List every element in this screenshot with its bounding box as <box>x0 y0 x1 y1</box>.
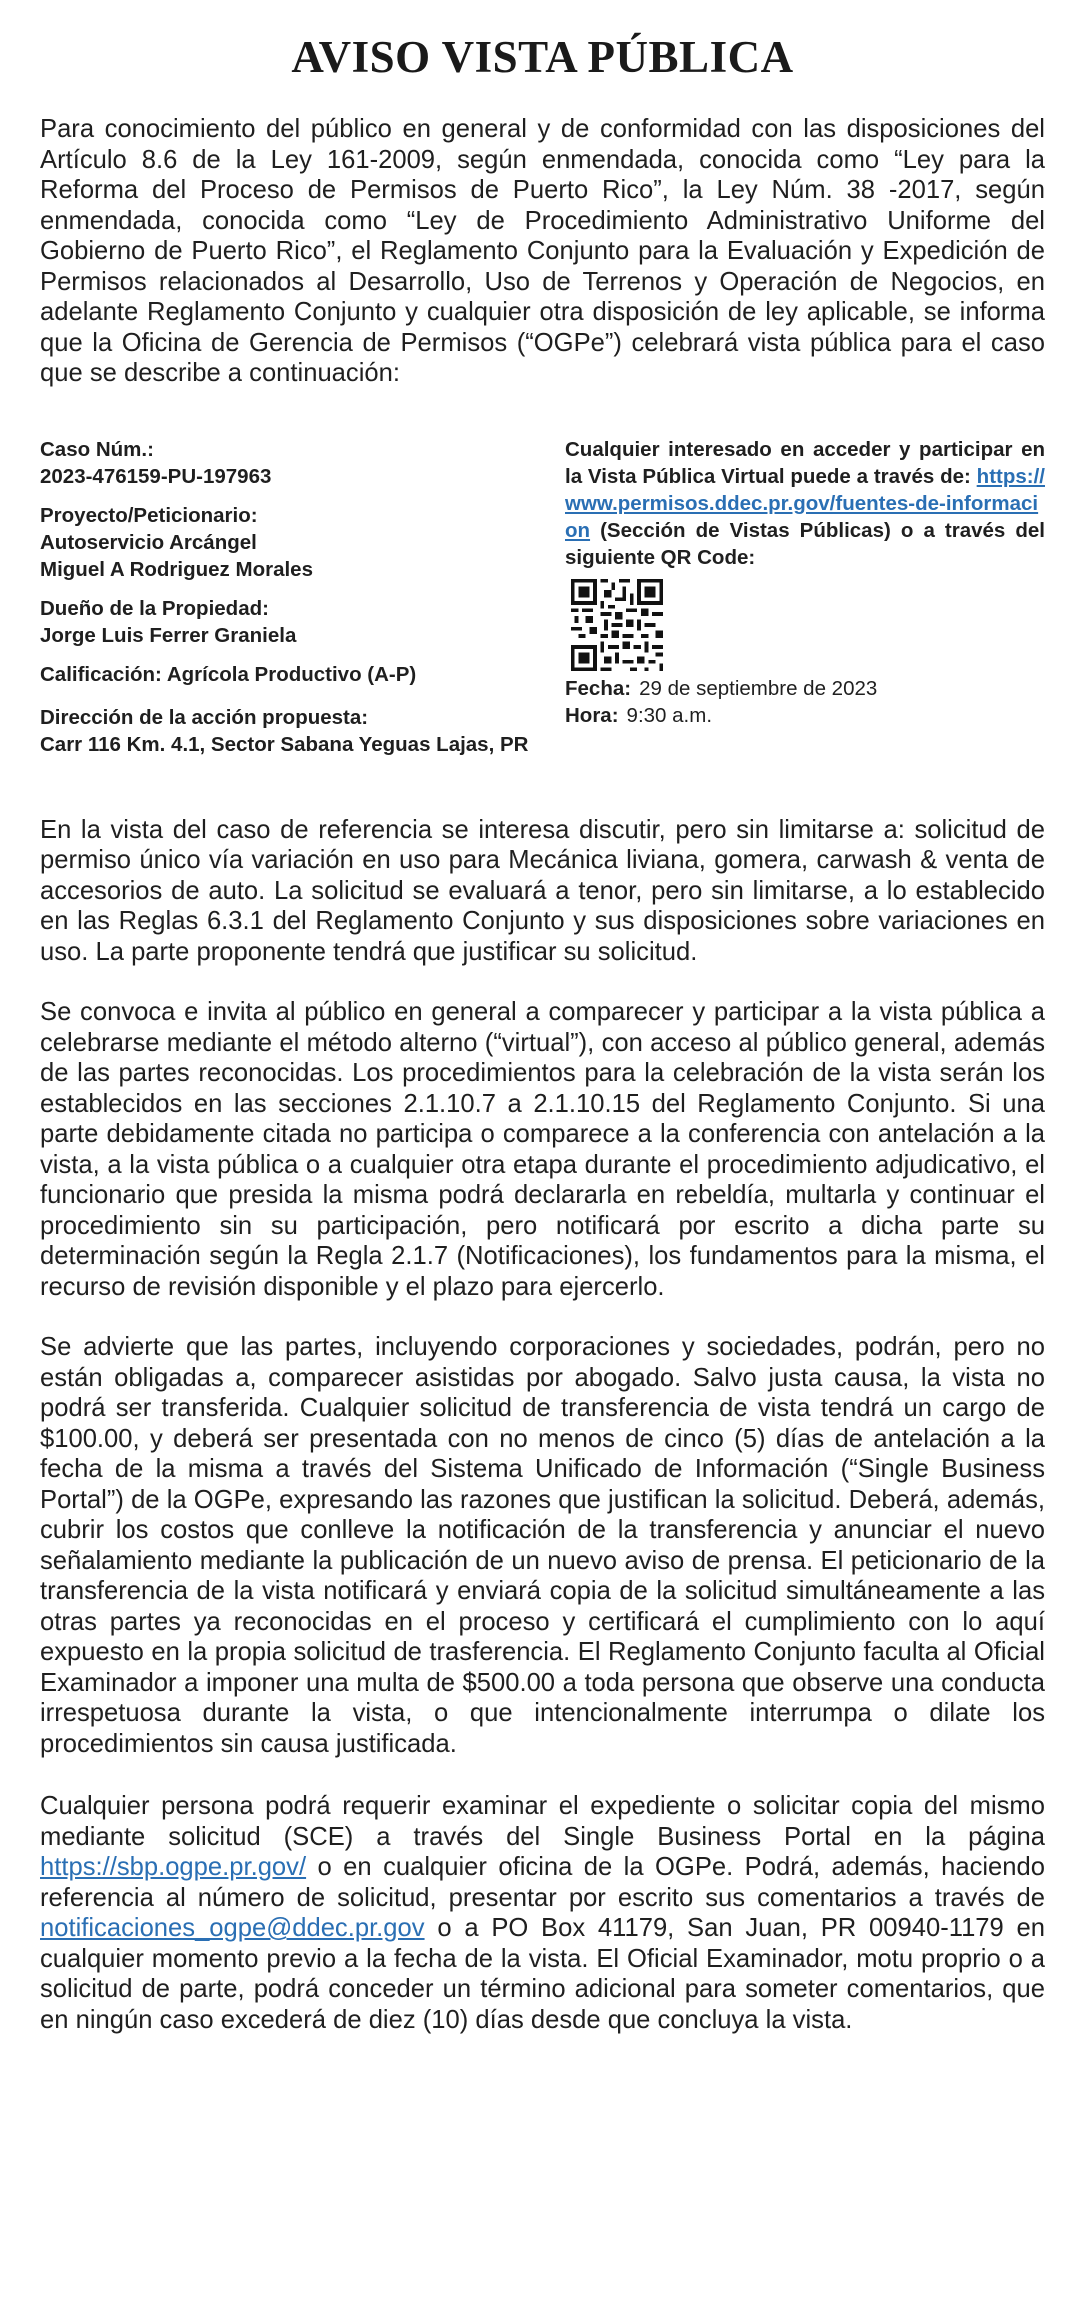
case-info-column <box>40 436 530 770</box>
records-text-2: o en cualquier oficina de la OGPe. Podrá, además, haciendo referencia al número de solicitud, presentar por escrito sus comentarios a través de <box>40 1853 1045 1912</box>
case-number-value: 2023-476159-PU-197963 <box>40 464 272 488</box>
case-number-label: Caso Núm.: <box>40 437 154 461</box>
qr-code-icon[interactable] <box>571 579 663 671</box>
address-value: Carr 116 Km. 4.1, Sector Sabana Yeguas Lajas, PR <box>40 732 529 756</box>
notice-title: AVISO VISTA PÚBLICA <box>291 32 794 82</box>
transfer-rules-paragraph: Se advierte que las partes, incluyendo corporaciones y sociedades, podrán, pero no están obligadas a, comparecer asistidas por abogado. Salvo justa causa, la vista no podrá ser transferida. Cualquier solicitud de transferencia de vista tendrá un cargo de $100.00, y deberá ser presentada con no menos de cinco (5) días de antelación a la fecha de la misma a través del Sistema Unificado de Información (“Single Business Portal”) de la OGPe, expresando las razones que justifican la solicitud. Deberá, además, cubrir los costos que conlleve la notificación de la transferencia y anunciar el nuevo señalamiento mediante la publicación de un nuevo aviso de prensa. El peticionario de la transferencia de la vista notificará y enviará copia de la solicitud simultáneamente a las otras partes ya reconocidas en el proceso y certificará el cumplimiento con lo aquí expuesto en la propia solicitud de trasferencia. El Reglamento Conjunto faculta al Oficial Examinador a imponer una multa de $500.00 a toda persona que observe una conducta irrespetuosa durante la vista, o que intencionalmente interrumpa o dilate los procedimientos sin causa justificada. <box>40 1333 1045 1758</box>
project-label: Proyecto/Peticionario: <box>40 503 258 527</box>
records-text-1: Cualquier persona podrá requerir examinar el expediente o solicitar copia del mismo mediante solicitud (SCE) a través del Single Business Portal en la página <box>40 1792 1045 1851</box>
date-value: 29 de septiembre de 2023 <box>639 676 878 700</box>
invitation-paragraph: Se convoca e invita al público en general a comparecer y participar a la vista pública a celebrarse mediante el método alterno (“virtual”), con acceso al público general, además de las partes reconocidas. Los procedimientos para la celebración de la vista serán los establecidos en las secciones 2.1.10.7 a 2.1.10.15 del Reglamento Conjunto. Si una parte debidamente citada no participa o comparece a la conferencia con antelación a la vista, a la vista pública o a cualquier otra etapa durante el procedimiento adjudicativo, el funcionario que presida la misma podrá declararla en rebeldía, multarla y continuar el procedimiento sin su participación, pero notificará por escrito a dicha parte su determinación según la Regla 2.1.7 (Notificaciones), los fundamentos para la misma, el recurso de revisión disponible y el plazo para ejercerlo. <box>40 998 1045 1301</box>
classification-field <box>40 661 530 688</box>
discussion-paragraph: En la vista del caso de referencia se interesa discutir, pero sin limitarse a: solicitud de permiso único vía variación en uso para Mecánica liviana, gomera, carwash & venta de accesorios de auto. La solicitud se evaluará a tenor, pero sin limitarse, a lo establecido en las Reglas 6.3.1 del Reglamento Conjunto y sus disposiciones sobre variaciones en uso. La parte proponente tendrá que justificar su solicitud. <box>40 815 1045 966</box>
case-number-field <box>40 436 530 490</box>
case-details-section <box>40 436 1045 770</box>
owner-label: Dueño de la Propiedad: <box>40 596 269 620</box>
records-text-3: o a PO Box 41179, San Juan, PR 00940-1179 en cualquier momento previo a la fecha de la vista. El Oficial Examinador, motu proprio o a solicitud de parte, podrá conceder un término adicional para someter comentarios, que en ningún caso excederá de diez (10) días desde que concluya la vista. <box>40 1914 1045 2034</box>
virtual-access-section: (Sección de Vistas Públicas) o a través del siguiente QR Code: <box>565 518 1045 569</box>
virtual-access-column <box>565 436 1045 770</box>
time-row <box>565 702 1045 729</box>
sbp-portal-link[interactable]: https://sbp.ogpe.pr.gov/ <box>40 1853 307 1881</box>
project-field <box>40 502 530 583</box>
time-value: 9:30 a.m. <box>626 703 713 727</box>
owner-field <box>40 595 530 649</box>
permisos-link[interactable]: https://www.permisos.ddec.pr.gov/fuentes-de-informacion <box>565 464 1045 542</box>
address-label: Dirección de la acción propuesta: <box>40 705 369 729</box>
virtual-access-intro: Cualquier interesado en acceder y participar en la Vista Pública Virtual puede a través de: <box>565 437 1045 488</box>
petitioner-name: Miguel A Rodriguez Morales <box>40 557 313 581</box>
date-label: Fecha: <box>565 676 632 700</box>
intro-paragraph: Para conocimiento del público en general y de conformidad con las disposiciones del Artículo 8.6 de la Ley 161-2009, según enmendada, conocida como “Ley para la Reforma del Proceso de Permisos de Puerto Rico”, la Ley Núm. 38 -2017, según enmendada, conocida como “Ley de Procedimiento Administrativo Uniforme del Gobierno de Puerto Rico”, el Reglamento Conjunto para la Evaluación y Expedición de Permisos relacionados al Desarrollo, Uso de Terrenos y Operación de Negocios, en adelante Reglamento Conjunto y cualquier otra disposición de ley aplicable, se informa que la Oficina de Gerencia de Permisos (“OGPe”) celebrará vista pública para el caso que se describe a continuación: <box>40 115 1045 387</box>
address-field <box>40 704 530 758</box>
notifications-email-link[interactable]: notificaciones_ogpe@ddec.pr.gov <box>40 1914 425 1942</box>
date-row <box>565 675 1045 702</box>
project-name: Autoservicio Arcángel <box>40 530 257 554</box>
classification-label: Calificación: <box>40 662 162 686</box>
classification-value: Agrícola Productivo (A-P) <box>166 662 417 686</box>
virtual-access-text <box>565 436 1045 571</box>
records-access-paragraph <box>40 1791 1045 2035</box>
time-label: Hora: <box>565 703 619 727</box>
owner-value: Jorge Luis Ferrer Graniela <box>40 623 297 647</box>
